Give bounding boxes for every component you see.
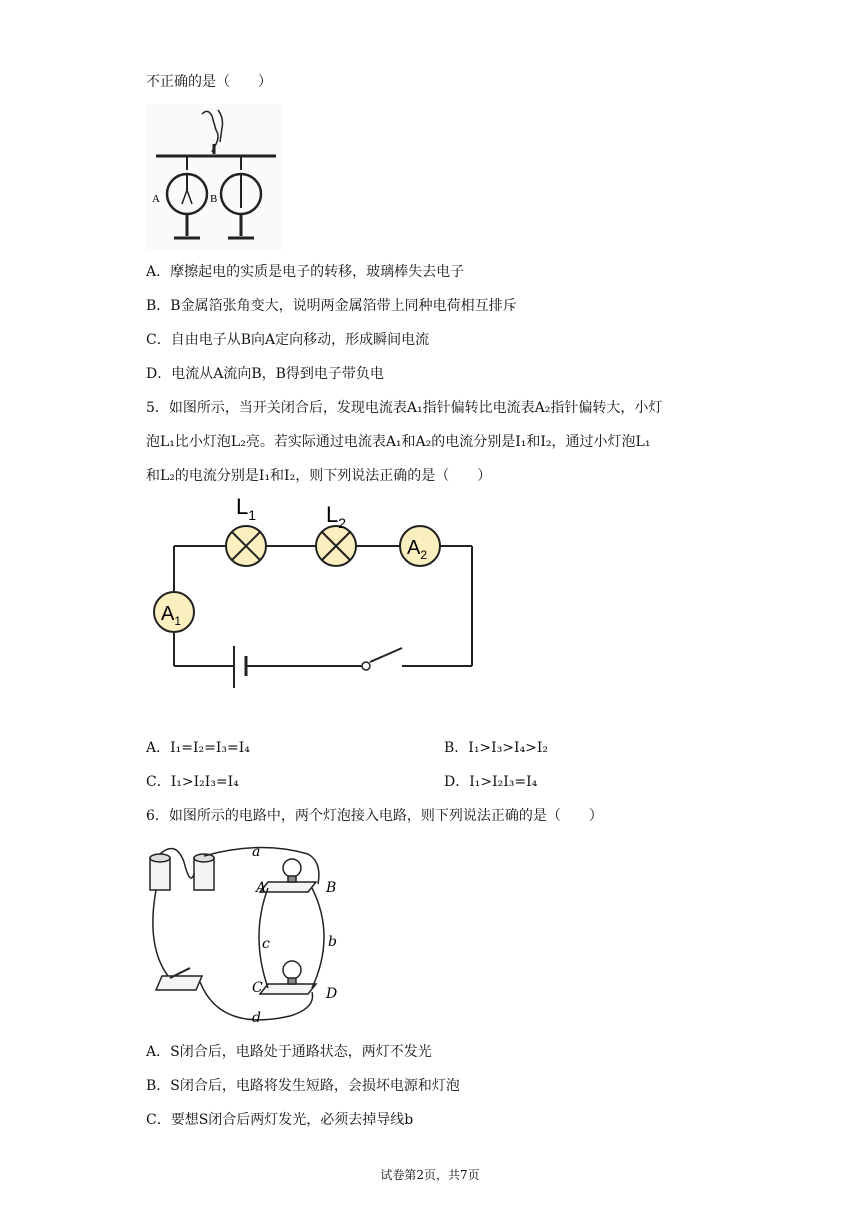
q6-option-b: B．S闭合后，电路将发生短路，会损坏电源和灯泡 (146, 1078, 460, 1094)
q5-stem-line2: 泡L₁比小灯泡L₂亮。若实际通过电流表A₁和A₂的电流分别是I₁和I₂，通过小灯泡L₁ (146, 434, 651, 450)
q5-circuit-figure (144, 490, 484, 690)
q4-option-b: B．B金属箔张角变大，说明两金属箔带上同种电荷相互排斥 (146, 298, 517, 314)
q4-option-a: A．摩擦起电的实质是电子的转移，玻璃棒失去电子 (146, 264, 465, 280)
switch (370, 648, 402, 662)
label-wire-c: c (262, 936, 270, 952)
label-terminal-c: C (252, 980, 263, 996)
q5-option-c: C．I₁>I₂I₃=I₄ (146, 774, 239, 790)
q5-option-d: D．I₁>I₂I₃=I₄ (444, 774, 538, 790)
electroscope-figure (146, 104, 282, 250)
label-wire-a: a (252, 844, 261, 860)
label-l1: $L_1$ (236, 494, 257, 523)
battery-1 (150, 858, 170, 890)
bulb-bottom (283, 961, 301, 979)
q6-stem: 6．如图所示的电路中，两个灯泡接入电路，则下列说法正确的是（ ） (146, 808, 603, 824)
q6-option-a: A．S闭合后，电路处于通路状态，两灯不发光 (146, 1044, 432, 1060)
page-footer: 试卷第2页，共7页 (380, 1168, 480, 1182)
label-terminal-a: A (256, 880, 267, 896)
label-l2: $L_2$ (326, 502, 347, 531)
switch-base (156, 976, 202, 990)
lamp-l1 (226, 526, 266, 566)
q4-option-d: D．电流从A流向B，B得到电子带负电 (146, 366, 384, 382)
bulb-top (283, 859, 301, 877)
q5-stem-line3: 和L₂的电流分别是I₁和I₂，则下列说法正确的是（ ） (146, 468, 492, 484)
lamp-board-bottom (260, 984, 316, 994)
q5-option-a: A．I₁=I₂=I₃=I₄ (146, 740, 250, 756)
label-wire-d: d (252, 1010, 261, 1026)
label-b: B (210, 193, 218, 205)
q5-stem-line1: 5．如图所示，当开关闭合后，发现电流表A₁指针偏转比电流表A₂指针偏转大，小灯 (146, 400, 663, 416)
battery-2 (194, 858, 214, 890)
q5-option-b: B．I₁>I₃>I₄>I₂ (444, 740, 549, 756)
label-terminal-b: B (326, 880, 337, 896)
q4-stem-tail: 不正确的是（ ） (146, 74, 272, 90)
q4-option-c: C．自由电子从B向A定向移动，形成瞬间电流 (146, 332, 430, 348)
label-wire-b: b (328, 934, 337, 950)
q6-circuit-figure (140, 836, 360, 1028)
q6-option-c: C．要想S闭合后两灯发光，必须去掉导线b (146, 1112, 414, 1128)
lamp-l2 (316, 526, 356, 566)
label-a2: $A_2$ (407, 537, 428, 562)
lamp-board-top (260, 882, 316, 892)
label-a: A (152, 193, 160, 205)
label-terminal-d: D (326, 986, 338, 1002)
label-a1: $A_1$ (161, 603, 182, 628)
